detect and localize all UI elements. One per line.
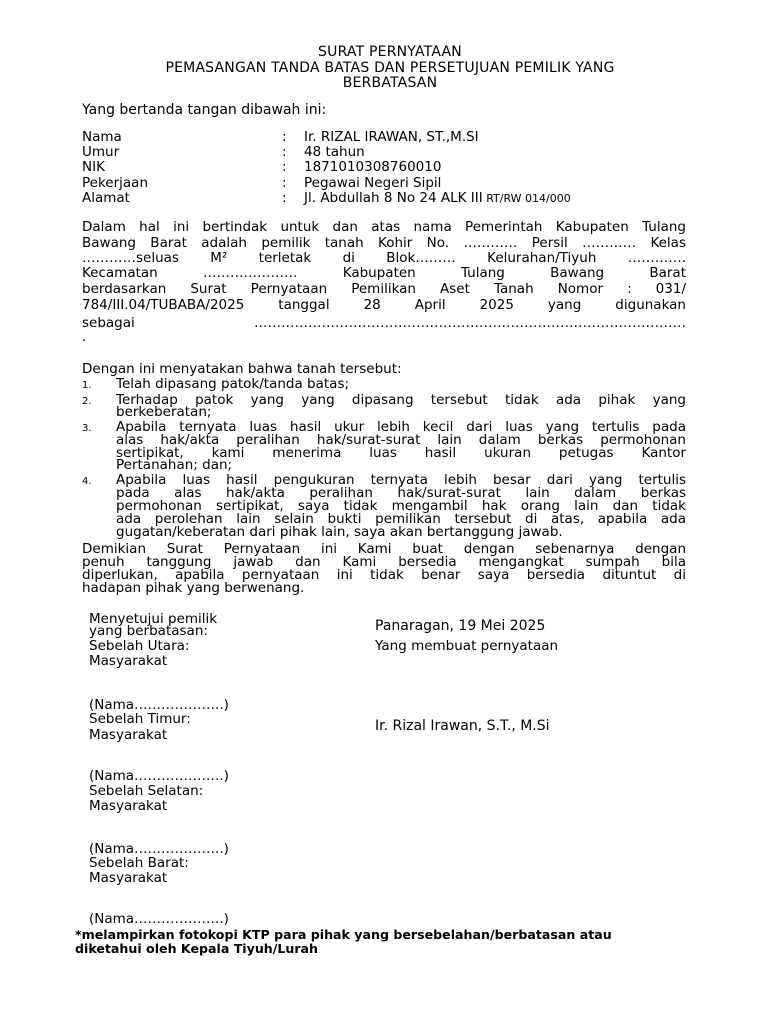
east-neighbor-name-line: (Nama………………..) [89,768,229,784]
list-item-line: sertipikat, kami menerima luas hasil ukuran petugas Kantor [116,445,686,461]
list-item-line: ada perolehan lain selain bukti pemilikan tersebut di atas, apabila ada [116,511,686,527]
south-neighbor-label: Sebelah Selatan: [89,783,204,799]
identity-label: Umur [82,144,120,160]
document-subtitle-line1: PEMASANGAN TANDA BATAS DAN PERSETUJUAN PEMILIK YANG [165,60,615,76]
list-number: 1. [82,380,92,391]
west-neighbor-name-line: (Nama………………..) [89,911,229,927]
identity-label: Alamat [82,190,130,206]
closing-line: penuh tanggung jawab dan Kami bersedia mengangkat sumpah bila [82,554,686,570]
paragraph-line: berdasarkan Surat Pernyataan Pemilikan Aset Tanah Nomor : 031/ [82,281,686,297]
footnote-line1: *melampirkan fotokopi KTP para pihak yang bersebelahan/berbatasan atau [75,927,612,942]
footnote-line2: diketahui oleh Kepala Tiyuh/Lurah [75,941,319,956]
identity-value: 48 tahun [304,144,365,160]
paragraph-line: Bawang Barat adalah pemilik tanah Kohir No. ………… Persil ………… Kelas [82,235,686,251]
list-item-line: pada alas hak/akta peralihan hak/surat-surat lain dalam berkas [116,485,686,501]
document-title: SURAT PERNYATAAN [318,44,462,60]
list-item-line: Telah dipasang patok/tanda batas; [116,376,350,392]
closing-line: Demikian Surat Pernyataan ini Kami buat dengan sebenarnya dengan [82,541,686,557]
identity-value: Pegawai Negeri Sipil [304,175,442,191]
document-subtitle-line2: BERBATASAN [342,75,438,91]
east-neighbor-value: Masyarakat [89,727,168,743]
south-neighbor-name-line: (Nama………………..) [89,841,229,857]
identity-value: Ir. RIZAL IRAWAN, ST.,M.SI [304,129,479,145]
identity-colon: : [282,190,287,206]
address-main: Jl. Abdullah 8 No 24 ALK III [304,190,483,206]
identity-label: Pekerjaan [82,175,149,191]
identity-colon: : [282,175,287,191]
intro-text: Yang bertanda tangan dibawah ini: [82,102,327,118]
list-item-line: Apabila ternyata luas hasil ukur lebih kecil dari luas yang tertulis pada [116,419,686,435]
north-neighbor-label: Sebelah Utara: [89,638,190,654]
list-item-line: Apabila luas hasil pengukuran ternyata lebih besar dari yang tertulis [116,472,686,488]
signer-name: Ir. Rizal Irawan, S.T., M.Si [375,718,550,734]
south-neighbor-value: Masyarakat [89,798,168,814]
list-number: 4. [82,476,92,487]
signer-role: Yang membuat pernyataan [375,638,559,654]
list-item-line: Pertanahan; dan; [116,457,233,473]
identity-value: 1871010308760010 [304,159,442,175]
north-neighbor-value: Masyarakat [89,653,168,669]
list-item-line: berkeberatan; [116,404,212,420]
paragraph-line: 784/III.04/TUBABA/2025 tanggal 28 April 2025 yang digunakan [82,297,686,313]
paragraph-line: Dalam hal ini bertindak untuk dan atas nama Pemerintah Kabupaten Tulang [82,219,686,235]
east-neighbor-label: Sebelah Timur: [89,711,191,727]
statement-intro: Dengan ini menyatakan bahwa tanah tersebut: [82,361,402,377]
paragraph-line: . [82,329,87,345]
west-neighbor-label: Sebelah Barat: [89,855,189,871]
north-neighbor-name-line: (Nama………………..) [89,697,229,713]
paragraph-line: Kecamatan ………………… Kabupaten Tulang Bawang Barat [82,265,686,281]
closing-line: hadapan pihak yang berwenang. [82,580,305,596]
list-item-line: gugatan/keberatan dari pihak lain, saya akan bertanggung jawab. [116,524,563,540]
identity-label: Nama [82,129,122,145]
paragraph-line: sebagai …………………………………………………………………………………… [82,315,686,331]
identity-colon: : [282,144,287,160]
identity-label: NIK [82,159,105,175]
list-number: 3. [82,423,92,434]
neighbors-heading: Menyetujui pemilik [89,611,218,627]
identity-colon: : [282,159,287,175]
neighbors-heading: yang berbatasan: [89,623,208,639]
west-neighbor-value: Masyarakat [89,870,168,886]
closing-line: diperlukan, apabila pernyataan ini tidak benar saya bersedia dituntut di [82,567,686,583]
list-number: 2. [82,396,92,407]
list-item-line: permohonan sertipikat, saya tidak mengambil hak orang lain dan tidak [116,498,686,514]
paragraph-line: …………seluas M² terletak di Blok……… Kelurahan/Tiyuh …………. [82,250,686,266]
list-item-line: alas hak/akta peralihan hak/surat-surat lain dalam berkas permohonan [116,432,686,448]
list-item-line: Terhadap patok yang yang dipasang tersebut tidak ada pihak yang [116,392,686,408]
identity-colon: : [282,129,287,145]
identity-value [304,191,571,206]
place-date: Panaragan, 19 Mei 2025 [375,618,546,634]
address-rt-rw: RT/RW 014/000 [482,192,571,205]
